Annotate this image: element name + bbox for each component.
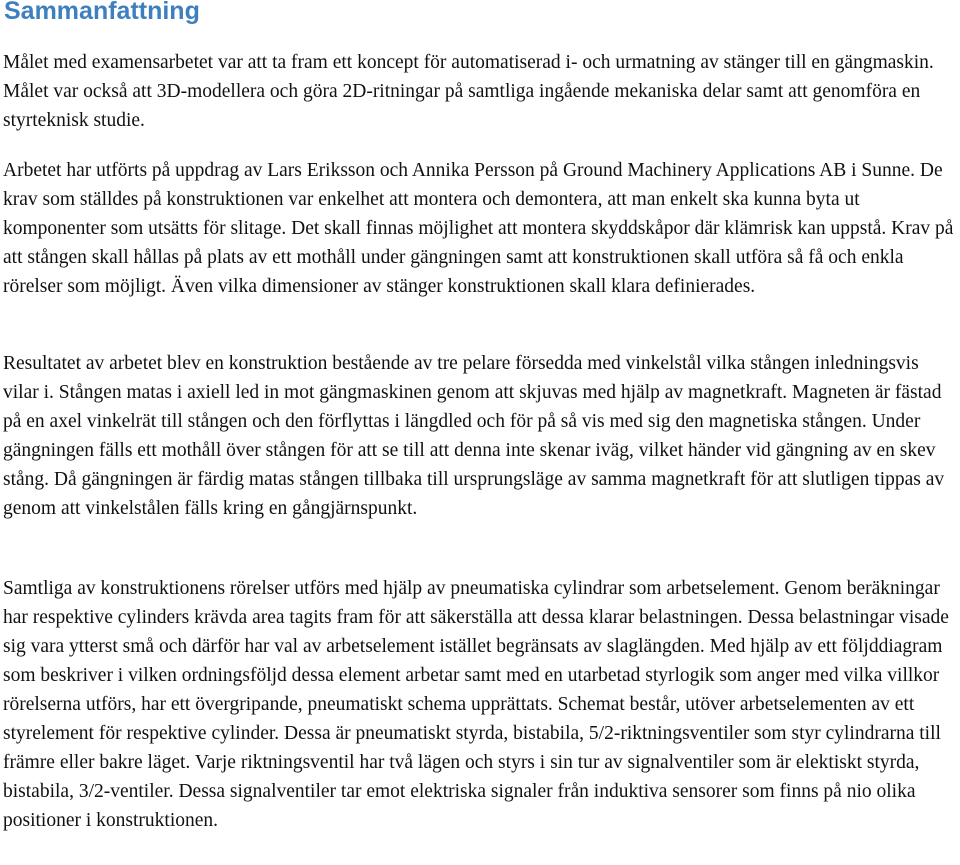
paragraph-requirements: Arbetet har utförts på uppdrag av Lars Eriksson och Annika Persson på Ground Machinery Applications AB i Sunne. De krav som ställdes på konstruktionen var enkelhet att montera och demontera, att man enkelt ska kunna byta ut komponenter som utsätts för slitage. Det skall finnas möjlighet att montera skyddskåpor där klämrisk kan uppstå. Krav på att stången skall hållas på plats av ett mothåll under gängningen samt att konstruktionen skall utföra så få och enkla rörelser som möjligt. Även vilka dimensioner av stänger konstruktionen skall klara definierades. <box>3 160 954 297</box>
paragraph-pneumatics: Samtliga av konstruktionens rörelser utförs med hjälp av pneumatiska cylindrar som arbetselement. Genom beräkningar har respektive cylinders krävda area tagits fram för att säkerställa att dessa klarar belastningen. Dessa belastningar visade sig vara ytterst små och därför har val av arbetselement istället begränsats av slaglängden. Med hjälp av ett följddiagram som beskriver i vilken ordningsföljd dessa element arbetar samt med en utarbetad styrlogik som anger med vilka villkor rörelserna utförs, har ett övergripande, pneumatiskt schema upprättats. Schemat består, utöver arbetselementen av ett styrelement för respektive cylinder. Dessa är pneumatiskt styrda, bistabila, 5/2-riktningsventiler som styr cylindrarna till främre eller bakre läget. Varje riktningsventil har två lägen och styrs i sin tur av signalventiler som är elektiskt styrda, bistabila, 3/2-ventiler. Dessa signalventiler tar emot elektriska signaler från induktiva sensorer som finns på nio olika positioner i konstruktionen. <box>3 578 949 831</box>
section-heading: Sammanfattning <box>4 0 200 25</box>
paragraph-result: Resultatet av arbetet blev en konstruktion bestående av tre pelare försedda med vinkelstål vilka stången inledningsvis vilar i. Stången matas i axiell led in mot gängmaskinen genom att skjuvas med hjälp av magnetkraft. Magneten är fästad på en axel vinkelrät till stången och den förflyttas i längdled och för på så vis med sig den magnetiska stången. Under gängningen fälls ett mothåll över stången för att se till att denna inte skenar iväg, vilket händer vid gängning av en skev stång. Då gängningen är färdig matas stången tillbaka till ursprungsläge av samma magnetkraft för att slutligen tippas av genom att vinkelstålen fälls kring en gångjärnspunkt. <box>3 353 945 519</box>
paragraph-goal: Målet med examensarbetet var att ta fram ett koncept för automatiserad i- och urmatning av stänger till en gängmaskin. Målet var också att 3D-modellera och göra 2D-ritningar på samtliga ingående mekaniska delar samt att genomföra en styrteknisk studie. <box>3 52 934 131</box>
